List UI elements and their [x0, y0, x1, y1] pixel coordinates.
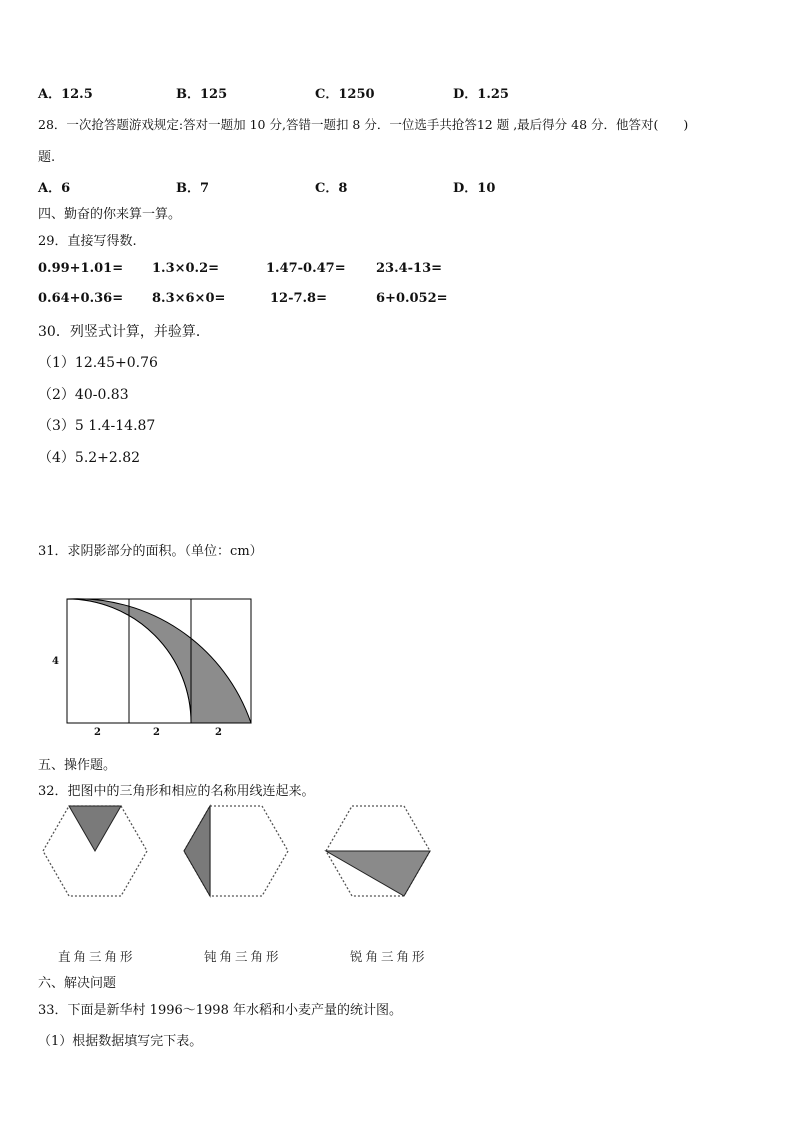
q31-width-label-2: 2	[153, 727, 160, 738]
q31-height-label: 4	[52, 656, 59, 667]
section-5-heading: 五、操作题。	[38, 758, 117, 773]
q29-r1-c4: 23.4-13=	[376, 261, 443, 276]
q31-shaded-area-figure	[60, 595, 260, 725]
q32-title: 32．把图中的三角形和相应的名称用线连起来。	[38, 784, 315, 799]
q28-question: 28．一次抢答题游戏规定:答对一题加 10 分,答错一题扣 8 分．一位选手共抢答12 题 ,最后得分 48 分．他答对( )	[38, 117, 689, 132]
q32-shaded-triangle-3	[326, 851, 430, 896]
q29-r2-c1: 0.64+0.36=	[38, 291, 124, 306]
q31-width-label-3: 2	[215, 727, 222, 738]
q27-option-a: A．12.5	[38, 87, 93, 102]
q32-name-right-triangle: 直角三角形	[58, 949, 136, 964]
q30-item-4: （4）5.2+2.82	[38, 450, 141, 466]
q29-r2-c3: 12-7.8=	[270, 291, 327, 306]
q33-subquestion-1: （1）根据数据填写完下表。	[38, 1034, 203, 1049]
q29-title: 29．直接写得数.	[38, 234, 137, 249]
q28-question-cont: 题.	[38, 150, 56, 165]
section-4-heading: 四、勤奋的你来算一算。	[38, 207, 182, 222]
q29-r1-c2: 1.3×0.2=	[152, 261, 220, 276]
section-6-heading: 六、解决问题	[38, 976, 117, 991]
q30-item-1: （1）12.45+0.76	[38, 355, 158, 371]
q29-r2-c4: 6+0.052=	[376, 291, 448, 306]
q32-shaded-triangle-1	[69, 806, 121, 851]
q32-name-obtuse-triangle: 钝角三角形	[204, 949, 282, 964]
q27-option-b: B．125	[176, 87, 228, 102]
q32-hexagon-obtuse-triangle	[184, 806, 288, 896]
q32-shaded-triangle-2	[184, 806, 210, 896]
q28-option-a: A．6	[38, 181, 71, 196]
q32-hexagon-acute-triangle	[326, 806, 430, 896]
q27-option-c: C．1250	[315, 87, 375, 102]
q29-r1-c3: 1.47-0.47=	[266, 261, 346, 276]
q33-title: 33．下面是新华村 1996～1998 年水稻和小麦产量的统计图。	[38, 1003, 402, 1018]
q32-name-acute-triangle: 锐角三角形	[350, 949, 428, 964]
q29-r2-c2: 8.3×6×0=	[152, 291, 226, 306]
q28-option-b: B．7	[176, 181, 210, 196]
q32-hexagon-right-triangle	[43, 806, 147, 896]
q28-option-d: D．10	[453, 181, 496, 196]
q30-title: 30．列竖式计算，并验算．	[38, 324, 210, 340]
q27-option-d: D．1.25	[453, 87, 509, 102]
q28-option-c: C．8	[315, 181, 348, 196]
q29-r1-c1: 0.99+1.01=	[38, 261, 124, 276]
q30-item-3: （3）5 1.4-14.87	[38, 418, 156, 434]
q31-title: 31．求阴影部分的面积。（单位：cm）	[38, 544, 263, 559]
q30-item-2: （2）40-0.83	[38, 387, 129, 403]
q31-width-label-1: 2	[94, 727, 101, 738]
